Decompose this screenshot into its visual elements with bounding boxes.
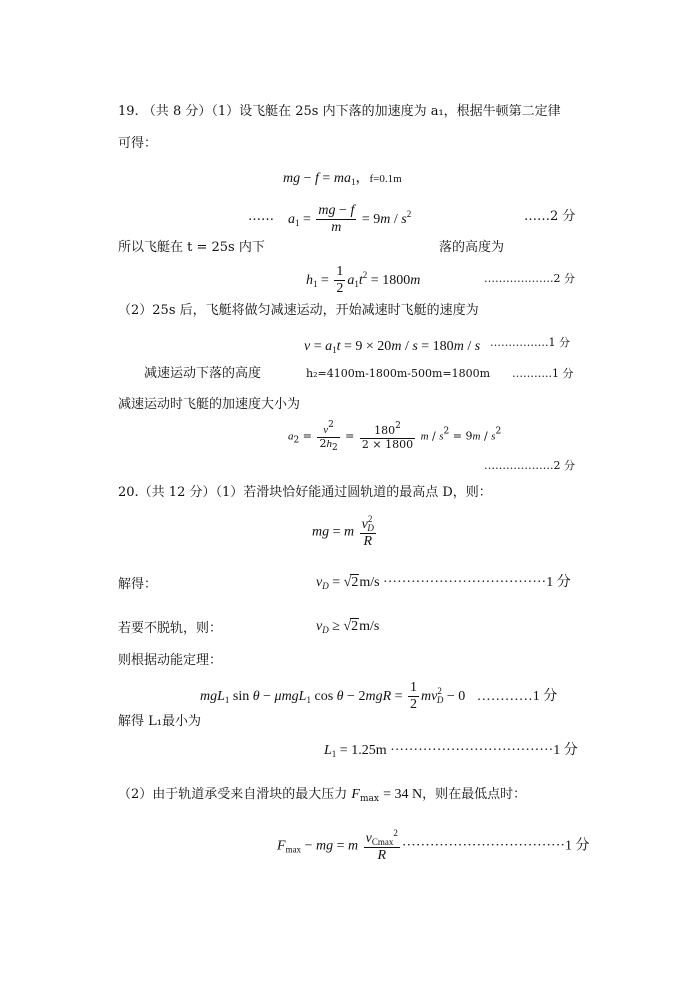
- q20-solve-label: 解得：: [118, 577, 158, 592]
- q20-min-label: 解得 L₁最小为: [118, 714, 201, 729]
- q19-height-label-b: 落的高度为: [439, 240, 505, 255]
- q19-intro: 19. （共 8 分）（1）设飞艇在 25s 内下落的加速度为 a₁，根据牛顿第二定律: [118, 104, 561, 119]
- q20-intro: 20.（共 12 分）（1）若滑块恰好能通过圆轨道的最高点 D，则：: [118, 485, 492, 500]
- q19-equation-4: $v = a_1t = 9 \times 20m / s = 180m / s$: [304, 339, 481, 355]
- q19-equation-5-score: ……………….2 分: [484, 459, 575, 472]
- q19-accel-label: 减速运动时飞艇的加速度大小为: [118, 397, 301, 412]
- q20-condition-label: 若要不脱轨，则：: [118, 621, 223, 636]
- q20-equation-3: $v_D \ge √2m/s$: [316, 619, 380, 635]
- q20-equation-2: $v_D = √2m/s \cdot\cdot\cdot\cdot\cdot\cdot\cdot\cdot\cdot\cdot\cdot\cdot\cdot\cdot\cdot\cdot\cdot\cdot\cdot\cdot\cdot\cdot\cdot\cdot\cdot\cdot\cdot\cdot\cdot\cdot\cdot\cdot\cdot\cdot\cdot 1$ 分: [316, 575, 571, 591]
- q20-equation-1: mg = m $\frac{v^2_D}{R}$: [312, 514, 374, 550]
- q20-equation-5: $L_1 = 1.25m \cdot\cdot\cdot\cdot\cdot\cdot\cdot\cdot\cdot\cdot\cdot\cdot\cdot\cdot\cdot\cdot\cdot\cdot\cdot\cdot\cdot\cdot\cdot\cdot\cdot\cdot\cdot\cdot\cdot\cdot\cdot\cdot\cdot\cdot\cdot 1$ 分: [324, 743, 578, 759]
- q19-equation-3-score: ……………….2 分: [484, 272, 575, 285]
- q19-height-label-a: 所以飞艇在 t = 25s 内下: [118, 240, 265, 255]
- q20-part-2: （2）由于轨道承受来自滑块的最大压力 $F_{max} = 34$ N，则在最低点时：: [118, 787, 527, 804]
- q20-equation-4: mgL$_1$ sin θ − μmgL$_1$ cos θ − 2mgR = $\frac{1}{2}$ $mv^2_D - 0$ …………1 分: [200, 680, 558, 713]
- q19-equation-3: $h_1$ = $\frac{1}{2}$ $a_1t^2 = 1800m$: [306, 264, 421, 297]
- q19-equation-2-lead: ……: [248, 209, 274, 224]
- q19-part-2: （2）25s 后，飞艇将做匀减速运动，开始减速时飞艇的速度为: [118, 303, 479, 318]
- q19-equation-2: $a_1$ = $\frac{mg - f}{m}$ = $9m / s^2$: [288, 203, 412, 236]
- q19-decel-score: ………..1 分: [512, 367, 574, 380]
- q19-equation-4-score: …………….1 分: [490, 336, 570, 349]
- q19-equation-1: mg − $f = ma_1$，f=0.1m: [283, 171, 402, 187]
- q19-equation-2-score: ……2 分: [524, 209, 576, 224]
- q19-decel-label: 减速运动下落的高度: [144, 366, 262, 381]
- q19-decel-value: h₂=4100m-1800m-500m=1800m: [306, 367, 491, 380]
- q19-intro-cont: 可得：: [118, 136, 158, 151]
- q19-equation-5: $a_2$ = $\frac{v^2}{2h_2}$ = $\frac{180^2}{2 \times 1800}$ $m / s^2 = 9m / s^2$: [288, 420, 502, 453]
- q20-equation-6: $F_{max}$ − mg = m $\frac{v_{Cmax}^2}{R}$ ···································1 分: [277, 828, 590, 864]
- q20-theorem-label: 则根据动能定理：: [118, 653, 223, 668]
